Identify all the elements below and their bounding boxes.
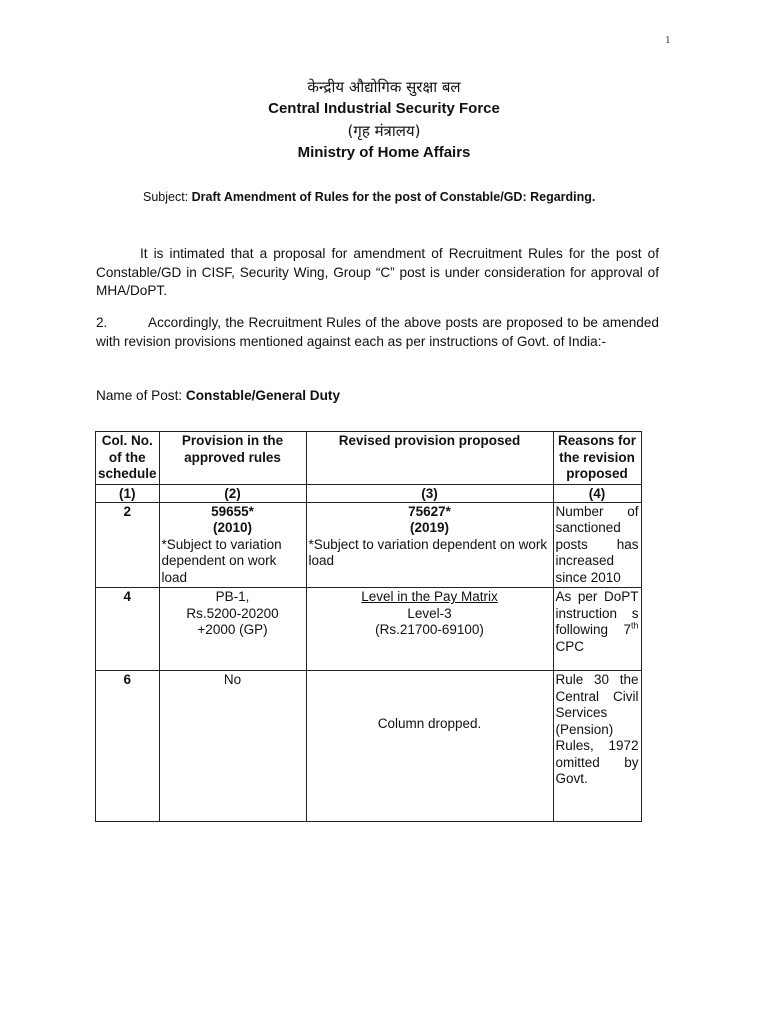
row-revised	[306, 671, 553, 822]
row-revised	[306, 588, 553, 671]
recruitment-rules-table	[95, 431, 642, 822]
revised-line: Level in the Pay Matrix	[361, 589, 498, 604]
header-reasons: Reasons for the revision proposed	[553, 432, 641, 485]
reason-text: As per DoPT instruction s following 7	[555, 589, 639, 637]
hindi-title: केन्द्रीय औद्योगिक सुरक्षा बल	[307, 78, 461, 96]
page-number: 1	[665, 34, 671, 46]
approved-year: (2010)	[213, 520, 253, 535]
table-header-row	[96, 432, 642, 485]
hindi-ministry: (गृह मंत्रालय)	[347, 122, 421, 140]
row-col-no: 6	[96, 671, 160, 822]
revised-text: Column dropped.	[377, 716, 482, 731]
letterhead	[0, 76, 768, 164]
row-col-no: 4	[96, 588, 160, 671]
subject-label: Subject:	[143, 190, 189, 204]
paragraph-1: It is intimated that a proposal for amendment of Recruitment Rules for the post of Constable/GD in CISF, Security Wing, Group “C” post is under consideration for approval of MHA/DoPT.	[96, 246, 659, 298]
row-col-no: 2	[96, 502, 160, 588]
table-row	[96, 671, 642, 822]
subject-text: Draft Amendment of Rules for the post of Constable/GD: Regarding.	[191, 190, 596, 204]
row-approved: No	[159, 671, 306, 822]
table-row	[96, 502, 642, 588]
english-title: Central Industrial Security Force	[268, 100, 500, 117]
paragraph-2-text: Accordingly, the Recruitment Rules of the above posts are proposed to be amended with revision provisions mentioned against each as per instructions of Govt. of India:-	[96, 315, 659, 349]
approved-value: 59655*	[211, 503, 254, 519]
post-label: Name of Post:	[96, 388, 183, 403]
reason-superscript: th	[631, 620, 639, 631]
row-approved	[159, 502, 306, 588]
post-name	[96, 388, 340, 403]
table-row	[96, 588, 642, 671]
approved-note: *Subject to variation dependent on work load	[161, 536, 282, 585]
revised-line: (Rs.21700-69100)	[375, 622, 484, 637]
english-ministry: Ministry of Home Affairs	[297, 144, 471, 161]
revised-value: 75627*	[408, 503, 451, 519]
row-reason	[553, 588, 641, 671]
column-number-row	[96, 484, 642, 502]
header-approved: Provision in the approved rules	[159, 432, 306, 485]
paragraph-2	[96, 314, 659, 351]
col-number: (3)	[306, 484, 553, 502]
col-number: (1)	[96, 484, 160, 502]
row-reason: Number of sanctioned posts has increased since 2010	[553, 502, 641, 588]
header-revised: Revised provision proposed	[306, 432, 553, 485]
revised-year: (2019)	[410, 520, 450, 535]
revised-line: Level-3	[407, 605, 452, 621]
paragraph-2-number: 2.	[96, 315, 108, 330]
col-number: (2)	[159, 484, 306, 502]
subject-line	[143, 190, 595, 204]
reason-tail: CPC	[555, 638, 585, 654]
header-col-no: Col. No. of the schedule	[96, 432, 160, 485]
col-number: (4)	[553, 484, 641, 502]
approved-line: +2000 (GP)	[197, 622, 268, 637]
post-value: Constable/General Duty	[185, 388, 341, 403]
approved-line: Rs.5200-20200	[186, 605, 279, 621]
row-revised	[306, 502, 553, 588]
row-reason: Rule 30 the Central Civil Services (Pension) Rules, 1972 omitted by Govt.	[553, 671, 641, 822]
row-approved	[159, 588, 306, 671]
approved-line: PB-1,	[215, 589, 250, 604]
revised-note: *Subject to variation dependent on work load	[308, 536, 548, 568]
